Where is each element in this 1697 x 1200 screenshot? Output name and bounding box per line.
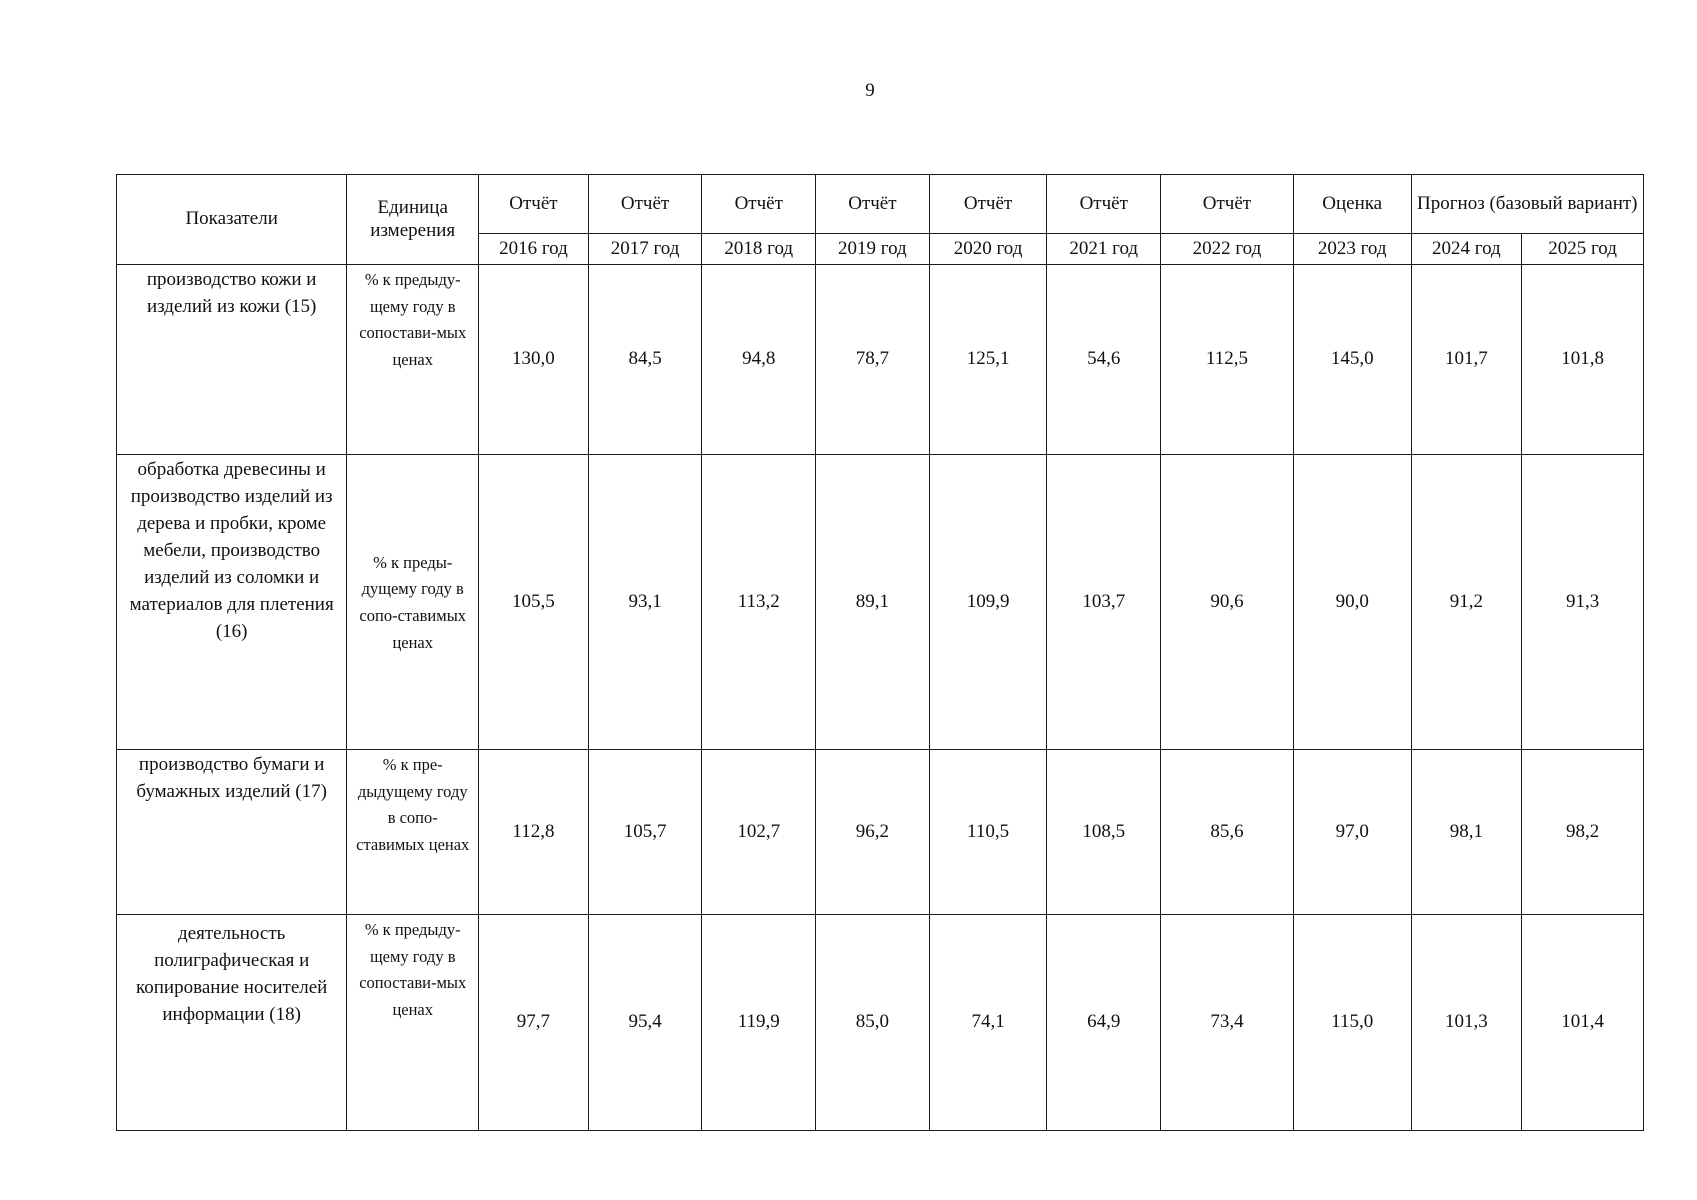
value-cell: 97,0 (1293, 750, 1411, 915)
value-cell: 113,2 (702, 455, 816, 750)
value-cell: 101,4 (1522, 915, 1644, 1131)
header-kind: Отчёт (479, 175, 589, 234)
value-cell: 105,7 (588, 750, 702, 915)
value-cell: 54,6 (1047, 265, 1161, 455)
value-cell: 112,5 (1161, 265, 1294, 455)
header-kind: Отчёт (1047, 175, 1161, 234)
value-cell: 97,7 (479, 915, 589, 1131)
value-cell: 130,0 (479, 265, 589, 455)
value-cell: 85,6 (1161, 750, 1294, 915)
value-cell: 78,7 (816, 265, 930, 455)
table-row (117, 750, 1644, 915)
value-cell: 145,0 (1293, 265, 1411, 455)
value-cell: 101,3 (1411, 915, 1522, 1131)
value-cell: 105,5 (479, 455, 589, 750)
header-year: 2022 год (1161, 234, 1294, 265)
value-cell: 73,4 (1161, 915, 1294, 1131)
value-cell: 84,5 (588, 265, 702, 455)
header-year: 2023 год (1293, 234, 1411, 265)
value-cell: 89,1 (816, 455, 930, 750)
row-unit: % к предыду-щему году в сопостави-мых ценах (347, 265, 479, 455)
value-cell: 103,7 (1047, 455, 1161, 750)
row-indicator: деятельность полиграфическая и копирование носителей информации (18) (117, 915, 347, 1131)
value-cell: 90,0 (1293, 455, 1411, 750)
value-cell: 102,7 (702, 750, 816, 915)
header-year: 2025 год (1522, 234, 1644, 265)
header-kind: Отчёт (1161, 175, 1294, 234)
header-year: 2019 год (816, 234, 930, 265)
header-year: 2018 год (702, 234, 816, 265)
row-unit: % к пре-дыдущему году в сопо-ставимых ценах (347, 750, 479, 915)
header-kind: Отчёт (816, 175, 930, 234)
value-cell: 98,1 (1411, 750, 1522, 915)
value-cell: 94,8 (702, 265, 816, 455)
header-year: 2017 год (588, 234, 702, 265)
value-cell: 101,8 (1522, 265, 1644, 455)
value-cell: 96,2 (816, 750, 930, 915)
table-row (117, 265, 1644, 455)
value-cell: 115,0 (1293, 915, 1411, 1131)
row-indicator: производство бумаги и бумажных изделий (17) (117, 750, 347, 915)
value-cell: 95,4 (588, 915, 702, 1131)
value-cell: 91,3 (1522, 455, 1644, 750)
value-cell: 112,8 (479, 750, 589, 915)
header-indicator: Показатели (117, 175, 347, 265)
header-year: 2020 год (929, 234, 1047, 265)
header-forecast: Прогноз (базовый вариант) (1411, 175, 1643, 234)
value-cell: 101,7 (1411, 265, 1522, 455)
header-year: 2024 год (1411, 234, 1522, 265)
value-cell: 91,2 (1411, 455, 1522, 750)
header-year: 2016 год (479, 234, 589, 265)
value-cell: 74,1 (929, 915, 1047, 1131)
page-number: 9 (865, 80, 875, 101)
table-row (117, 455, 1644, 750)
header-kind: Оценка (1293, 175, 1411, 234)
value-cell: 109,9 (929, 455, 1047, 750)
value-cell: 98,2 (1522, 750, 1644, 915)
value-cell: 119,9 (702, 915, 816, 1131)
value-cell: 90,6 (1161, 455, 1294, 750)
value-cell: 110,5 (929, 750, 1047, 915)
header-unit: Единица измерения (347, 175, 479, 265)
header-kind: Отчёт (702, 175, 816, 234)
value-cell: 108,5 (1047, 750, 1161, 915)
header-row-kinds (117, 175, 1644, 234)
row-unit: % к преды-дущему году в сопо-ставимых ценах (347, 455, 479, 750)
row-indicator: производство кожи и изделий из кожи (15) (117, 265, 347, 455)
value-cell: 125,1 (929, 265, 1047, 455)
header-year: 2021 год (1047, 234, 1161, 265)
row-unit: % к предыду-щему году в сопостави-мых ценах (347, 915, 479, 1131)
table-row (117, 915, 1644, 1131)
row-indicator: обработка древесины и производство изделий из дерева и пробки, кроме мебели, производство изделий из соломки и материалов для плетения (16) (117, 455, 347, 750)
value-cell: 85,0 (816, 915, 930, 1131)
header-kind: Отчёт (929, 175, 1047, 234)
header-kind: Отчёт (588, 175, 702, 234)
value-cell: 64,9 (1047, 915, 1161, 1131)
value-cell: 93,1 (588, 455, 702, 750)
forecast-table (116, 174, 1644, 1131)
